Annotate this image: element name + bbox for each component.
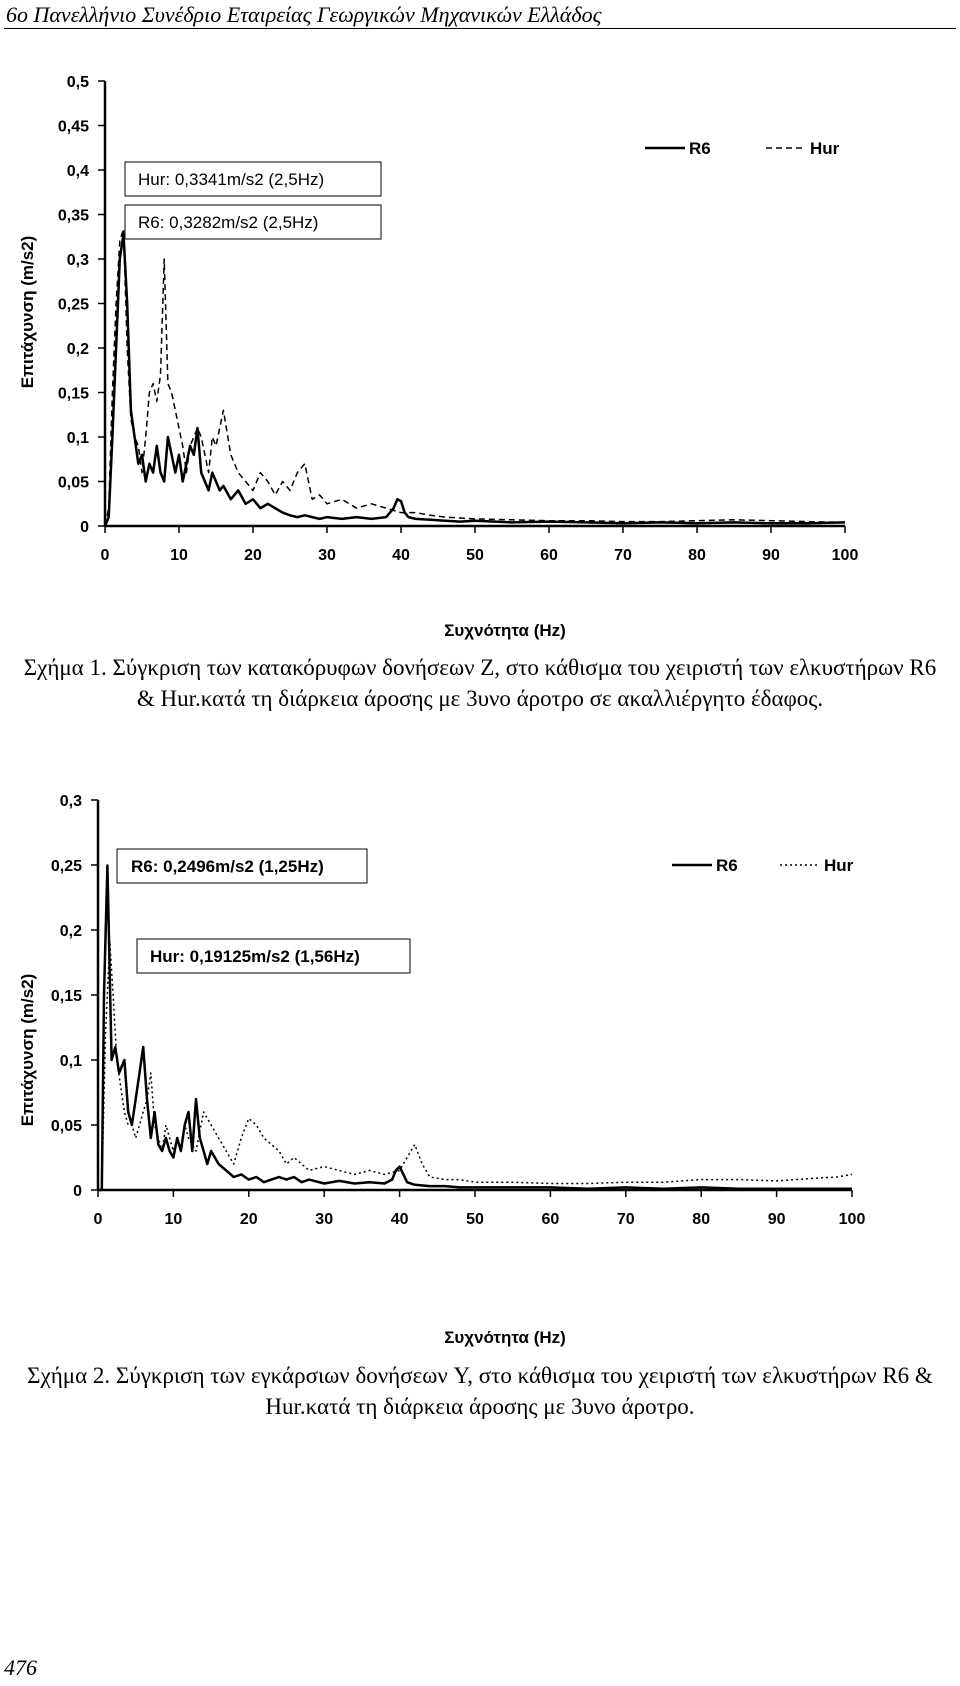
y-tick-label: 0	[80, 519, 89, 536]
caption-2: Σχήμα 2. Σύγκριση των εγκάρσιων δονήσεων Y, στο κάθισμα του χειριστή των ελκυστήρων R6 & Hur.κατά τη διάρκεια άροσης με 3υνο άροτρο.	[27, 1363, 933, 1419]
x-tick-label: 40	[390, 1211, 409, 1228]
y-tick-label: 0,2	[59, 923, 82, 940]
y-tick-label: 0,25	[57, 296, 89, 314]
x-tick-label: 40	[392, 547, 410, 564]
y-tick-label: 0,05	[57, 474, 89, 492]
series-line-r6	[98, 866, 852, 1191]
legend	[645, 139, 840, 158]
x-tick-label: 80	[688, 547, 706, 564]
x-tick-label: 0	[93, 1211, 103, 1228]
caption-1: Σχήμα 1. Σύγκριση των κατακόρυφων δονήσεων Z, στο κάθισμα του χειριστή των ελκυστήρων R6 & Hur.κατά τη διάρκεια άροσης με 3υνο άροτρο σε ακαλλιέργητο έδαφος.	[23, 655, 937, 711]
x-tick-label: 60	[541, 1211, 560, 1228]
y-tick-label: 0,3	[59, 793, 82, 810]
legend-r6-label: R6	[689, 139, 711, 158]
legend-hur-label: Hur	[824, 856, 854, 875]
page-number: 476	[4, 1655, 37, 1680]
annotation-box-hur	[125, 162, 381, 196]
chart-1	[0, 60, 960, 650]
header-rule	[4, 28, 956, 29]
x-tick-label: 60	[540, 547, 558, 564]
x-tick-label: 50	[466, 1211, 484, 1228]
x-tick-label: 70	[616, 1211, 635, 1228]
chart-2	[0, 785, 960, 1360]
y-tick-label: 0,1	[59, 1053, 82, 1070]
y-axis-title	[18, 236, 37, 389]
legend-r6-label: R6	[716, 856, 738, 875]
y-tick-label: 0,35	[57, 207, 89, 225]
x-tick-label: 10	[170, 547, 188, 564]
x-tick-label: 30	[315, 1211, 334, 1228]
x-tick-label: 70	[614, 547, 632, 564]
y-axis-title-text: Επιτάχυνση (m/s2)	[18, 235, 37, 389]
annotation-hur-text: Hur: 0,19125m/s2 (1,56Hz)	[150, 947, 360, 966]
y-tick-label: 0,4	[66, 163, 89, 180]
x-tick-label: 100	[838, 1211, 866, 1228]
x-tick-label: 90	[767, 1211, 786, 1228]
annotation-r6-text: R6: 0,2496m/s2 (1,25Hz)	[131, 857, 324, 876]
chart-1-marks	[58, 74, 859, 564]
annotation-box-hur	[137, 939, 410, 973]
x-tick-label: 20	[244, 547, 262, 564]
annotation-box-r6	[117, 849, 367, 883]
x-axis-title-text: Συχνότητα (Hz)	[444, 1328, 566, 1347]
annotation-box-r6	[125, 205, 381, 239]
legend	[672, 856, 854, 875]
y-tick-label: 0	[73, 1183, 82, 1200]
series-line-r6	[105, 234, 845, 526]
y-tick-label: 0,05	[50, 1118, 82, 1135]
y-tick-label: 0,3	[66, 252, 89, 269]
x-tick-label: 20	[239, 1211, 258, 1228]
x-tick-label: 10	[164, 1211, 183, 1228]
y-tick-label: 0,25	[50, 858, 82, 875]
x-tick-label: 100	[831, 547, 859, 564]
y-tick-label: 0,15	[50, 988, 82, 1005]
y-tick-label: 0,15	[57, 385, 89, 403]
y-axis-title-text: Επιτάχυνση (m/s2)	[18, 973, 37, 1127]
legend-hur-label: Hur	[810, 139, 840, 158]
x-axis-title-text: Συχνότητα (Hz)	[444, 621, 566, 640]
x-tick-label: 30	[318, 547, 336, 564]
y-tick-label: 0,1	[66, 430, 89, 447]
y-tick-label: 0,45	[57, 118, 89, 136]
y-axis-title	[18, 974, 37, 1127]
x-tick-label: 50	[466, 547, 484, 564]
header-text: 6ο Πανελλήνιο Συνέδριο Εταιρείας Γεωργικών Μηχανικών Ελλάδος	[6, 2, 602, 27]
annotation-hur-text: Hur: 0,3341m/s2 (2,5Hz)	[138, 170, 325, 189]
y-tick-label: 0,2	[66, 341, 89, 358]
x-tick-label: 90	[762, 547, 780, 564]
annotation-r6-text: R6: 0,3282m/s2 (2,5Hz)	[138, 213, 319, 232]
x-tick-label: 80	[692, 1211, 711, 1228]
page-header	[0, 0, 960, 30]
y-tick-label: 0,5	[66, 74, 89, 91]
x-tick-label: 0	[100, 547, 110, 564]
